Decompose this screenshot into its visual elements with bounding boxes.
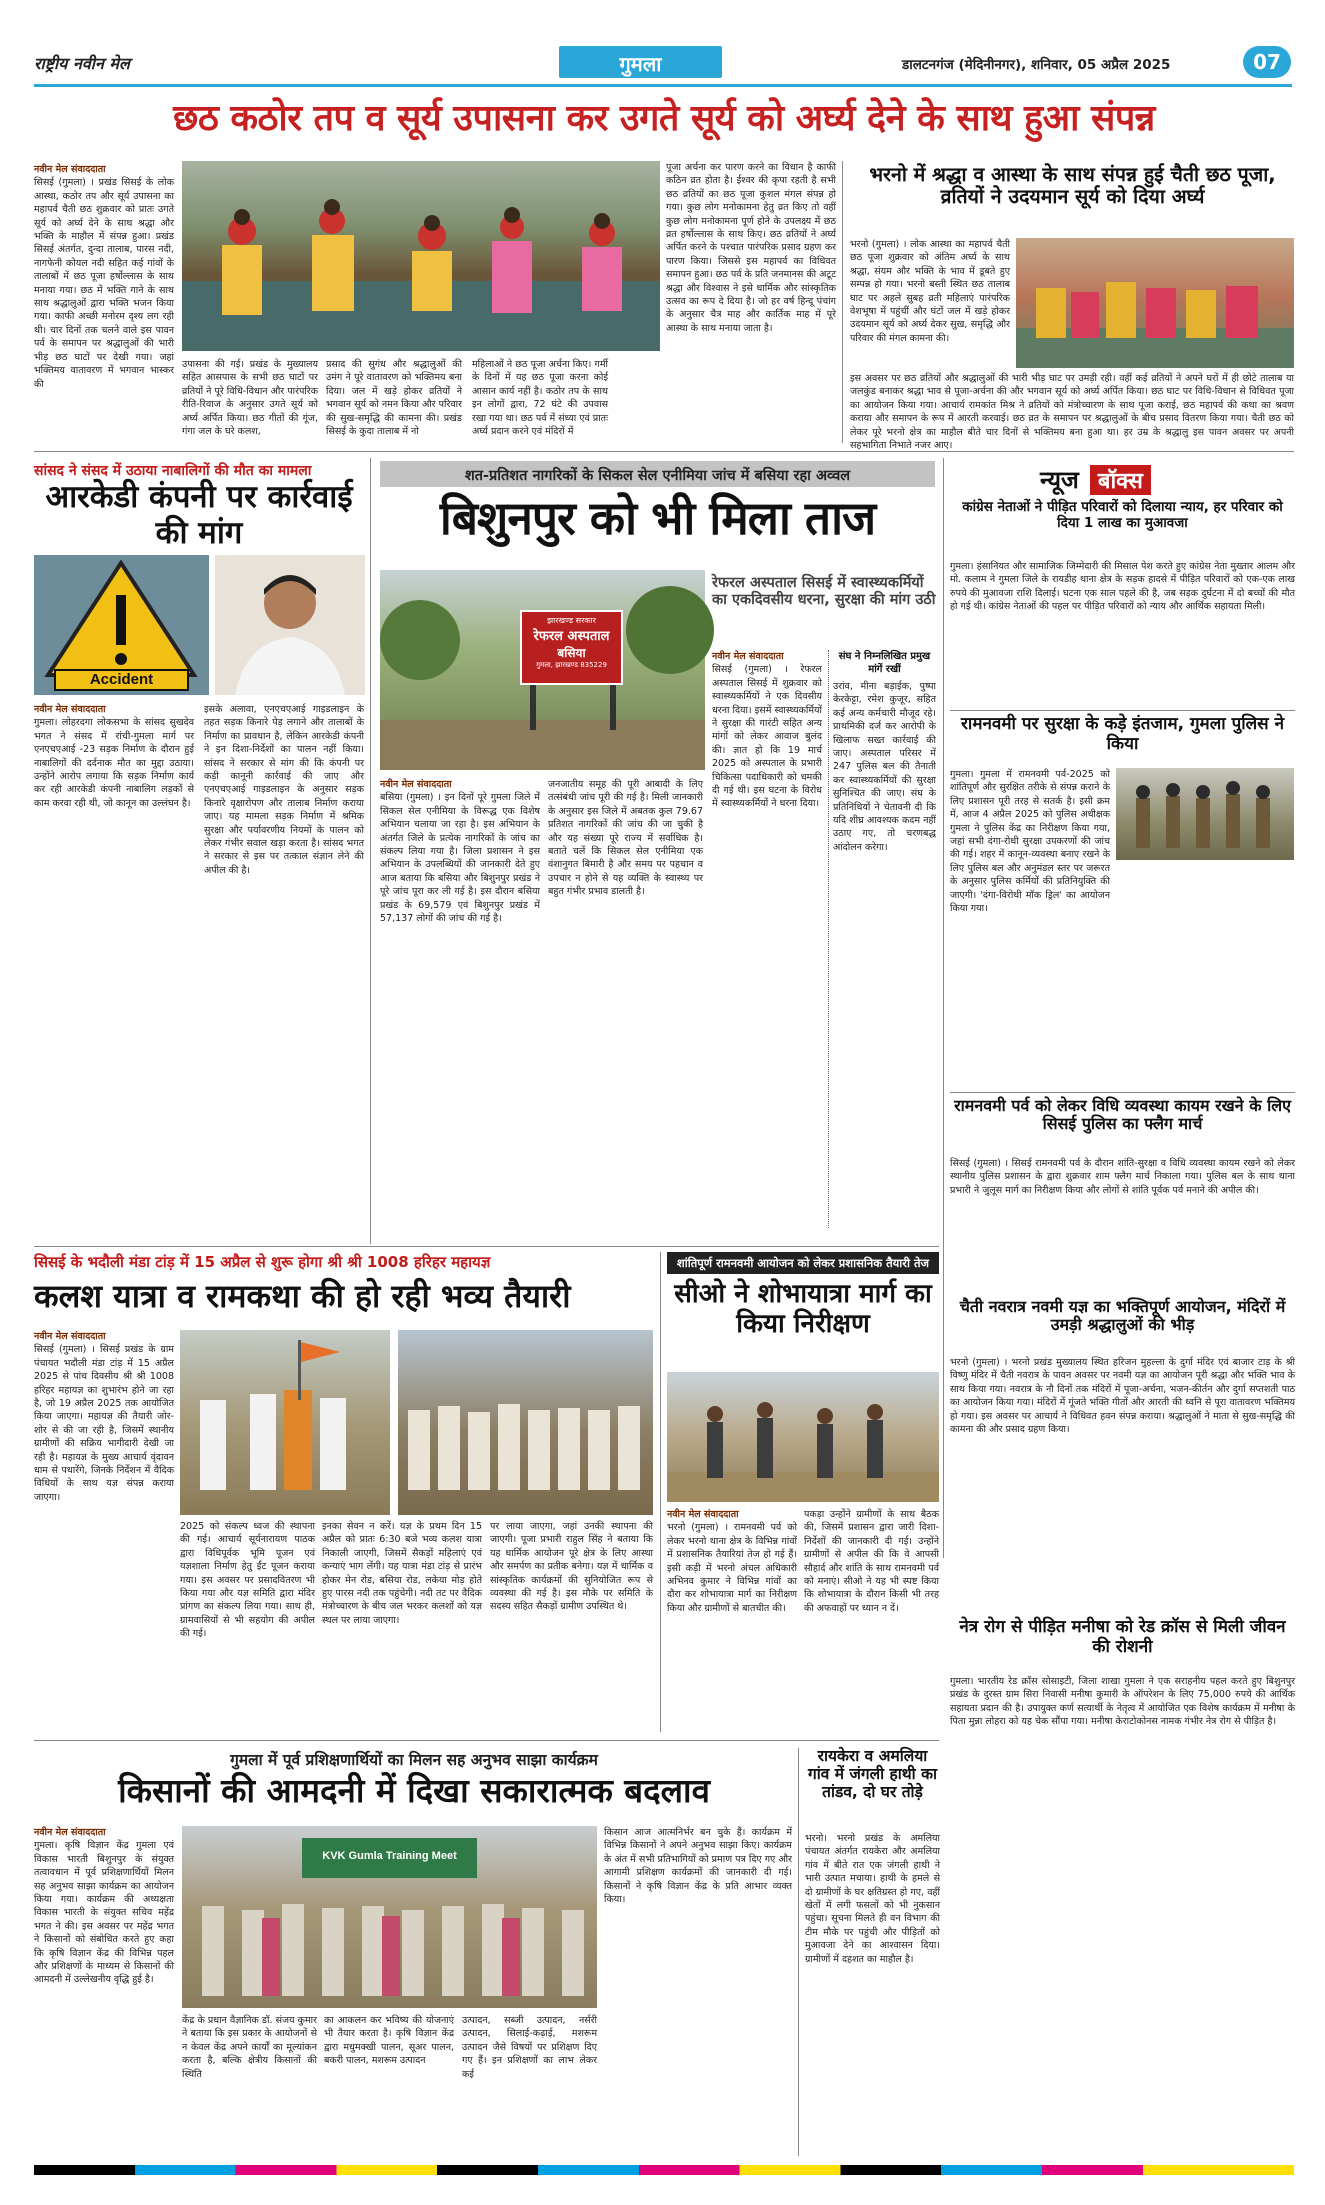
yagya-headline: कलश यात्रा व रामकथा की हो रही भव्य तैयारी bbox=[34, 1277, 571, 1315]
police-photo bbox=[1116, 768, 1294, 860]
elephant-headline: रायकेरा व अमलिया गांव में जंगली हाथी का तांडव, दो घर तोड़े bbox=[807, 1747, 938, 1801]
co-col1 bbox=[667, 1508, 797, 1732]
sisai-ram-headline: रामनवमी पर्व को लेकर विधि व्यवस्था कायम रखने के लिए सिसई पुलिस का फ्लैग मार्च bbox=[954, 1096, 1291, 1134]
arkedi-col2 bbox=[204, 703, 364, 1228]
divider-sisai-ram bbox=[950, 1092, 1295, 1093]
divider-newsbox bbox=[943, 458, 944, 1558]
arkedi-byline: नवीन मेल संवाददाता bbox=[34, 704, 106, 715]
yagya-group-illustration bbox=[180, 1330, 390, 1515]
eye-body: गुमला। भारतीय रेड क्रॉस सोसाइटी, जिला शाखा गुमला ने एक सराहनीय पहल करते हुए बिशुनपुर प्रखंड के दुरस्त ग्राम सिरा निवासी मनीषा कुमारी के ऑपरेशन के लिए 75,000 रुपये की आर्थिक सहायता प्रदान की है। उपायुक्त कर्ण सत्यार्थी के नेतृत्व में आयोजित एक विशेष कार्यक्रम में मनीषा के पिता मुन्ना लोहरा को यह चेक सौंपा गया। मनीषा केराटोकोनस नामक गंभीर नेत्र रोग से पीड़ित है। bbox=[950, 1676, 1295, 1728]
masthead bbox=[0, 0, 1325, 84]
crowd-illustration bbox=[182, 161, 660, 351]
bishunpur-body-1: बसिया (गुमला) । इन दिनों पूरे गुमला जिले में सिकल सेल एनीमिया के विरूद्ध एक विशेष अभियान चलाया जा रहा है। इस अभियान के अंतर्गत जिले के प्रत्येक नागरिकों के जांच का संकल्प लिया गया है। जिला प्रशासन ने इस अभियान के उपलब्धियों की जानकारी देते हुए आज बताया कि बसिया और बिशुनपुर प्रखंड ने पूरे जांच पूरा कर ली गई है। इस दौरान बसिया प्रखंड के 69,579 एवं बिशुनपुर प्रखंड में 57,137 लोगों की जांच की गई है। bbox=[380, 792, 540, 925]
yagya-body-4: पर लाया जाएगा, जहां उनकी स्थापना की जाएगी। पूजा प्रभारी राहुल सिंह ने बताया कि यह धार्मिक आयोजन पूरे क्षेत्र के लिए आस्था और समर्पण का प्रतीक बनेगा। यज्ञ में धार्मिक व सांस्कृतिक कार्यक्रमों की सुनियोजित रूप से व्यवस्था की गई है। इस मौके पर समिति के सदस्य सहित सैकड़ों ग्रामीण उपस्थित थे। bbox=[490, 1521, 653, 1613]
mp-portrait bbox=[215, 555, 365, 695]
divider-row1 bbox=[34, 451, 1294, 452]
arkedi-kicker: सांसद ने संसद में उठाया नाबालिगों की मौत का मामला bbox=[34, 463, 312, 479]
co-photo bbox=[667, 1372, 939, 1502]
bishunpur-col2 bbox=[548, 778, 703, 1228]
yagya-photo-crowd bbox=[398, 1330, 653, 1515]
section-label: गुमला bbox=[619, 52, 662, 76]
top-body-2: उपासना की गई। प्रखंड के मुख्यालय सहित आसपास के सभी छठ घाटों पर व्रतियों ने पूरे विधि-विधान और पारंपरिक रीति-रिवाज के अनुसार उगते सूर्य को अर्घ्य अर्पित किया। छठ गीतों की गूंज, गंगा जल के घरे कलश, bbox=[182, 359, 318, 438]
page-number: 07 bbox=[1253, 50, 1281, 74]
yagya-col3 bbox=[322, 1520, 482, 1732]
hospital-photo bbox=[380, 570, 705, 770]
yagya-col4 bbox=[490, 1520, 653, 1732]
accident-label: Accident bbox=[54, 669, 189, 691]
divider-ramnavami bbox=[950, 710, 1295, 711]
kisan-photo bbox=[182, 1826, 597, 2008]
ramnavami-headline: रामनवमी पर सुरक्षा के कड़े इंतजाम, गुमला पुलिस ने किया bbox=[960, 714, 1285, 754]
divider-bharno bbox=[842, 161, 843, 443]
hospital-sign bbox=[520, 610, 623, 685]
bishunpur-kicker: शत-प्रतिशत नागरिकों के सिकल सेल एनीमिया जांच में बसिया रहा अव्वल bbox=[464, 468, 851, 484]
sign-line-4: गुमला, झारखण्ड 835229 bbox=[536, 661, 607, 669]
bishunpur-body-2: जनजातीय समूह की पूरी आबादी के लिए तत्संबंधी जांच पूरी की गई है। मिली जानकारी के अनुसार इस जिले में अबतक कुल 79.67 प्रतिशत नागरिकों की जांच की जा चुकी है और यह संख्या पूरे राज्य में सर्वाधिक है। बताते चलें कि सिकल सेल एनीमिया एक वंशानुगत बिमारी है और समय पर पहचान व उपचार न होने से यह व्यक्ति के स्वास्थ्य पर बहुत गंभीर प्रभाव डालती है। bbox=[548, 779, 703, 898]
kisan-col1 bbox=[34, 1826, 174, 2156]
co-body-1: भरनो (गुमला) । रामनवमी पर्व को लेकर भरनो थाना क्षेत्र के विभिन्न गांवों में प्रशासनिक तैयारियां तेज हो गई हैं। इसी कड़ी में भरनो अंचल अधिकारी अभिनव कुमार ने विभिन्न गांवों का दौरा कर शोभायात्रा मार्ग का निरीक्षण किया और ग्रामीणों से बातचीत की। bbox=[667, 1522, 797, 1614]
newsbox-label-2: बॉक्स bbox=[1090, 465, 1151, 495]
kisan-kicker: गुमला में पूर्व प्रशिक्षणार्थियों का मिलन सह अनुभव साझा कार्यक्रम bbox=[230, 1751, 598, 1769]
newsbox-header bbox=[1040, 463, 1260, 495]
divider-row3 bbox=[34, 1740, 939, 1741]
yagya-col1 bbox=[34, 1330, 174, 1730]
kisan-col2 bbox=[182, 2014, 317, 2156]
arkedi-body-1: गुमला। लोहरदगा लोकसभा के सांसद सुखदेव भगत ने संसद में रांची-गुमला मार्ग पर एनएचएआई -23 सड़क निर्माण के दौरान हुई नाबालिगों की दर्दनाक मौत का मुद्दा उठाया। उन्होंने आरोप लगाया कि सड़क निर्माण कार्य कर रही आरकेडी कंपनी नाबालिग लड़कों से काम करवा रही थी, जो कानून का उल्लंघन है। bbox=[34, 717, 194, 809]
kisan-body-4: उत्पादन, सब्जी उत्पादन, नर्सरी उत्पादन, सिलाई-कढ़ाई, मशरूम उत्पादन जैसे विषयों पर प्रशिक्षण दिए गए हैं। इन प्रशिक्षणों का लाभ लेकर कई bbox=[462, 2015, 597, 2080]
arkedi-headline: आरकेडी कंपनी पर कार्रवाई की मांग bbox=[45, 479, 353, 551]
co-kicker: शांतिपूर्ण रामनवमी आयोजन को लेकर प्रशासनिक तैयारी तेज bbox=[676, 1256, 930, 1270]
top-body-4: महिलाओं ने छठ पूजा अर्चना किए। गर्मी के दिनों में यह छठ पूजा करना कोई आसान कार्य नहीं है। कठोर तप के साथ इन लोगों द्वारा, 72 घंटे की उपवास रखा गया था। छठ पर्व में संध्या एवं प्रातः अर्घ्य प्रदान करने एवं मंदिरों में bbox=[472, 359, 608, 438]
yagya-col2 bbox=[180, 1520, 315, 1732]
dateline: डालटनगंज (मेदिनीनगर), शनिवार, 05 अप्रैल 2025 bbox=[902, 57, 1171, 73]
yagya-kicker: सिसई के भदौली मंडा टांड़ में 15 अप्रैल से शुरू होगा श्री श्री 1008 हरिहर महायज्ञ bbox=[34, 1253, 491, 1271]
newsbox-body: गुमला। हंसानियत और सामाजिक जिम्मेदारी की मिसाल पेश करते हुए कांग्रेस नेता मुख्तार आलम और मो. कलाम ने गुमला जिले के रायडीह थाना क्षेत्र के सड़क हादसे में पीड़ित परिवारों को एक-एक लाख रुपये की मुआवजा राशि दिलाई। घटना एक साल पहले की है, जब सड़क दुर्घटना में दो बच्चों की मौत हो गई थी। कांग्रेस नेताओं की पहल पर पीड़ित परिवारों को न्याय और आर्थिक सहायता मिली। bbox=[950, 561, 1295, 613]
co-inspection-illustration bbox=[667, 1372, 939, 1502]
top-byline: नवीन मेल संवाददाता bbox=[34, 164, 106, 175]
top-col1 bbox=[34, 163, 174, 440]
divider-row2 bbox=[34, 1246, 939, 1247]
bharno-body-2: इस अवसर पर छठ व्रतियों और श्रद्धालुओं की भारी भीड़ घाट पर उमड़ी रही। वहीं कई व्रतियों ने अपने घरों में ही छोटे तालाब या जलकुंड बनाकर श्रद्धा भाव से पूजा-अर्चना की और भगवान सूर्य को अर्घ्य अर्पित किया। छठ घाट पर विधि-विधान से विधिवत पूजा का आयोजन किया गया। आचार्य रामकांत मिश्र ने व्रतियों को मंत्रोच्चारण के साथ पूजा कराई, छठ महापर्व की कथा का श्रवण कराया और समापन के रूप में आरती करवाई। छठ व्रत के समापन पर श्रद्धालुओं के बीच प्रसाद वितरण किया गया। चैती छठ को लेकर पूरे भरनो क्षेत्र का माहौल बीते चार दिनों से भक्तिमय बना हुआ था। हर उम्र के श्रद्धालु इस पावन अवसर पर अपनी सहभागिता निभाते नजर आए। bbox=[850, 373, 1294, 452]
newsbox-headline: कांग्रेस नेताओं ने पीड़ित परिवारों को दिलाया न्याय, हर परिवार को दिया 1 लाख का मुआवजा bbox=[962, 499, 1283, 531]
top-col4 bbox=[472, 358, 608, 442]
top-col2 bbox=[182, 358, 318, 442]
divider-elephant bbox=[798, 1748, 799, 2156]
bishunpur-col1 bbox=[380, 778, 540, 1228]
navratri-body: भरनो (गुमला) । भरनो प्रखंड मुख्यालय स्थित हरिजन मुहल्ला के दुर्गा मंदिर एवं बाजार टाड़ के श्री विष्णु मंदिर में चैती नवरात्र के पावन अवसर पर नवमी यज्ञ का आयोजन पूरी श्रद्धा और भक्ति भाव के साथ किया गया। नवरात्र के नौ दिनों तक मंदिरों में पूजा-अर्चना, भजन-कीर्तन और दुर्गा सप्तशती पाठ का आयोजन किया गया। मंदिरों में गूंजते भक्ति गीतों और आरती की ध्वनि से पूरा वातावरण भक्तिमय हो गया। इस अवसर पर आचार्य ने विधिवत हवन संपन्न कराया। श्रद्धालुओं ने माता से सुख-समृद्धि की कामना की और प्रसाद ग्रहण किया। bbox=[950, 1357, 1295, 1436]
eye-col bbox=[950, 1675, 1295, 2150]
sign-line-1: झारखण्ड सरकार bbox=[547, 616, 596, 625]
arkedi-col1 bbox=[34, 703, 194, 1228]
co-col2 bbox=[804, 1508, 939, 1732]
top-col5 bbox=[666, 161, 836, 441]
referral-col1 bbox=[712, 650, 822, 1228]
kisan-body-2: केंद्र के प्रधान वैज्ञानिक डॉ. संजय कुमार ने बताया कि इस प्रकार के आयोजनों से न केवल केंद्र अपने कार्यों का मूल्यांकन करता है, बल्कि क्षेत्रीय किसानों की स्थिति bbox=[182, 2015, 317, 2080]
kisan-headline: किसानों की आमदनी में दिखा सकारात्मक बदलाव bbox=[118, 1771, 710, 1810]
yagya-byline: नवीन मेल संवाददाता bbox=[34, 1331, 106, 1342]
kisan-banner: KVK Gumla Training Meet bbox=[322, 1850, 457, 1862]
bharno-devotees-illustration bbox=[1016, 238, 1294, 368]
referral-box-title: संघ ने निम्नलिखित प्रमुख मांगें रखीं bbox=[838, 651, 931, 675]
footer-color-strip bbox=[34, 2165, 1294, 2175]
arkedi-body-2: इसके अलावा, एनएचएआई गाइडलाइन के तहत सड़क किनारे पेड़ लगाने और तालाबों के निर्माण का प्रावधान है, लेकिन आरकेडी कंपनी ने इन दिशा-निर्देशों का पालन नहीं किया। सांसद ने सरकार से मांग की कि कंपनी पर कड़ी कानूनी कार्रवाई की जाए और एनएचएआई गाइडलाइन के अनुसार सड़क किनारे वृक्षारोपण और तालाब निर्माण कराया जाए। यह मामला सड़क निर्माण में श्रमिक सुरक्षा और पर्यावरणीय नियमों के पालन को लेकर गंभीर सवाल खड़ा करता है। सांसद भगत ने सरकार से इस पर तत्काल संज्ञान लेने की अपील की है। bbox=[204, 704, 364, 876]
masthead-rule bbox=[34, 84, 1292, 87]
paper-name: राष्ट्रीय नवीन मेल bbox=[34, 54, 130, 73]
bishunpur-headline: बिशुनपुर को भी मिला ताज bbox=[439, 491, 876, 545]
referral-kicker: रेफरल अस्पताल सिसई में स्वास्थ्यकर्मियों का एकदिवसीय धरना, सुरक्षा की मांग उठी bbox=[712, 575, 936, 608]
newsbox-body-col bbox=[950, 560, 1295, 706]
mp-portrait-illustration bbox=[215, 555, 365, 695]
yagya-crowd-illustration bbox=[398, 1330, 653, 1515]
yagya-body-1: सिसई (गुमला) । सिसई प्रखंड के ग्राम पंचायत भदौली मंडा टांड़ में 15 अप्रैल 2025 से पांच दिवसीय श्री श्री 1008 हरिहर महायज्ञ का शुभारंभ होने जा रहा है, जो 19 अप्रैल 2025 तक आयोजित किया जाएगा। महायज्ञ की तैयारी जोर-शोर से की जा रही है, जिसमें स्थानीय ग्रामीणों की सक्रिय भागीदारी देखी जा रही है। महायज्ञ के मुख्य आचार्य वृंदावन धाम से पधारेंगे, जिनके निर्देशन में वैदिक विधियों के साथ यज्ञ संपन्न कराया जाएगा। bbox=[34, 1344, 174, 1503]
referral-body-1: सिसई (गुमला) । रेफरल अस्पताल सिसई में शुक्रवार को स्वास्थ्यकर्मियों ने एक दिवसीय धरना दिया। इसमें स्वास्थ्यकर्मियों ने सुरक्षा की गारंटी सहित अन्य मांगों को लेकर आवाज बुलंद की। ज्ञात हो कि 19 मार्च 2025 को अस्पताल के प्रभारी चिकित्सा पदाधिकारी को धमकी दी गई थी। इस घटना के विरोध में स्वास्थ्यकर्मियों ने धरना दिया। bbox=[712, 664, 822, 810]
kisan-col4 bbox=[462, 2014, 597, 2156]
top-col3 bbox=[326, 358, 462, 442]
bharno-body-1: भरनो (गुमला) । लोक आस्था का महापर्व चैती छठ पूजा शुक्रवार को अंतिम अर्घ्य के साथ श्रद्धा, संयम और भक्ति के भाव में डूबते हुए सम्पन्न हो गया। भरनो बस्ती स्थित छठ तालाब घाट पर अहले सुबह व्रती महिलाएं पारंपरिक वेशभूषा में पहुंचीं और घंटों जल में खड़े होकर उदयमान सूर्य को अर्घ्य देकर सुख, समृद्धि और परिवार की मंगल कामना की। bbox=[850, 239, 1010, 344]
newsbox-label-1: न्यूज bbox=[1040, 466, 1079, 494]
bharno-col2 bbox=[850, 372, 1294, 452]
divider-co bbox=[660, 1252, 661, 1732]
ramnavami-col1 bbox=[950, 768, 1110, 915]
sign-line-3: बसिया bbox=[557, 646, 586, 660]
sign-line-2: रेफरल अस्पताल bbox=[533, 629, 610, 644]
police-drill-illustration bbox=[1116, 768, 1294, 860]
top-body-1: सिसई (गुमला) । प्रखंड सिसई के लोक आस्था, कठोर तप और सूर्य उपासना का महापर्व चैती छठ शुक्रवार को प्रातः उगते सूर्य को अर्घ्य देने के साथ श्रद्धा और भक्ति के माहौल में संपन्न हुआ। प्रखंड सिसई अंतर्गत, दुन्दा तालाब, पारस नदी, नागफेनी कोयल नदी सहित कई गांवों के तालाबों में छठ पूजा हर्षोल्लास के साथ मनाया गया। छठ में भक्ति गाने के साथ साथ श्रद्धालुओं द्वारा भक्ति भजन किया गया। काफी अच्छी मनोरम दृश्य लग रही थी। चार दिनों तक चलने वाले इस पावन पर्व के समापन पर श्रद्धालुओं की भारी भीड़ छठ घाटों पर देखी गया। जहां भक्तिमय वातावरण में भगवान भास्कर की bbox=[34, 177, 174, 390]
co-body-2: पकड़ा उन्होंने ग्रामीणों के साथ बैठक की, जिसमें प्रशासन द्वारा जारी दिशा-निर्देशों की जानकारी दी गई। उन्होंने ग्रामीणों से अपील की कि वे आपसी सौहार्द और शांति के साथ रामनवमी पर्व को मनाएं। सीओ ने यह भी स्पष्ट किया कि शोभायात्रा के दौरान किसी भी तरह की अफवाहों पर ध्यान न दें। bbox=[804, 1509, 939, 1614]
bishunpur-byline: नवीन मेल संवाददाता bbox=[380, 779, 452, 790]
co-headline: सीओ ने शोभायात्रा मार्ग का किया निरीक्षण bbox=[674, 1279, 932, 1339]
top-body-3: प्रसाद की सुगंध और श्रद्धालुओं की उमंग ने पूरे वातावरण को भक्तिमय बना दिया। जल में खड़े होकर व्रतियों ने भगवान सूर्य को नमन किया और परिवार की सुख-समृद्धि की कामना की। प्रखंड सिसई के कुदा तालाब में नो bbox=[326, 359, 462, 438]
referral-byline: नवीन मेल संवाददाता bbox=[712, 651, 784, 662]
top-body-5: पूजा अर्चना कर पारण करने का विधान है काफी कठिन व्रत होता है। ईश्वर की कृपा रहती है सभी छठ व्रतियों का छठ पूजा कुशल मंगल संपन्न हो गया। कुछ लोग मनोकामना हेतु व्रत किए तो वहीं कुछ लोग मनोकामना पूर्ण होने के उपलक्ष्य में छठ व्रत हर्षोल्लास के साथ किए। छठ व्रतियों ने अर्घ्य अर्पित करने के पश्चात पारंपरिक प्रसाद ग्रहण कर पारण किया। जिससे इस महापर्व का विधिवत समापन हुआ। छठ पर्व के प्रति जनमानस की अटूट श्रद्धा और विश्वास ने इसे धार्मिक और सांस्कृतिक उत्सव का रूप दे दिया है। जो हर वर्ष हिन्दू पंचांग के अनुसार चैत्र माह और कार्तिक माह में पूरे आस्था के साथ मनाया जाता है। bbox=[666, 162, 836, 334]
sisai-ram-body: सिसई (गुमला) । सिसई रामनवमी पर्व के दौरान शांति-सुरक्षा व विधि व्यवस्था कायम रखने को लेकर स्थानीय पुलिस प्रशासन के द्वारा शुक्रवार शाम फ्लैग मार्च निकाला गया। पुलिस बल के साथ थाना प्रभारी ने जुलूस मार्ग का निरीक्षण किया और लोगों से शांति पूर्वक पर्व मनाने की अपील की। bbox=[950, 1158, 1295, 1196]
elephant-body: भरनो। भरनो प्रखंड के अमलिया पंचायत अंतर्गत रायकेरा और अमलिया गांव में बीते रात एक जंगली हाथी ने भारी उत्पात मचाया। हाथी के हमले से दो ग्रामीणों के घर क्षतिग्रस्त हो गए, वहीं खेतों में लगी फसलों को भी नुकसान पहुंचा। सूचना मिलते ही वन विभाग की टीम मौके पर पहुंची और पीड़ितों को मुआवजा देने का आश्वासन दिया। ग्रामीणों में दहशत का माहौल है। bbox=[805, 1833, 940, 1965]
bharno-headline: भरनो में श्रद्धा व आस्था के साथ संपन्न हुई चैती छठ पूजा, व्रतियों ने उदयमान सूर्य को दिया अर्घ्य bbox=[869, 163, 1276, 209]
divider-arkedi bbox=[370, 458, 371, 1244]
sisai-ram-col bbox=[950, 1157, 1295, 1293]
referral-box bbox=[828, 650, 936, 1228]
navratri-headline: चैती नवरात्र नवमी यज्ञ का भक्तिपूर्ण आयोजन, मंदिरों में उमड़ी श्रद्धालुओं की भीड़ bbox=[959, 1297, 1286, 1335]
kisan-body-3: का आकलन कर भविष्य की योजनाएं भी तैयार करता है। कृषि विज्ञान केंद्र द्वारा मधुमक्खी पालन, सूअर पालन, बकरी पालन, मशरूम उत्पादन bbox=[324, 2015, 454, 2067]
top-photo-chhath-ghat bbox=[182, 161, 660, 351]
top-headline: छठ कठोर तप व सूर्य उपासना कर उगते सूर्य को अर्घ्य देने के साथ हुआ संपन्न bbox=[173, 98, 1155, 139]
kisan-byline: नवीन मेल संवाददाता bbox=[34, 1827, 106, 1838]
bharno-photo bbox=[1016, 238, 1294, 368]
ramnavami-body: गुमला। गुमला में रामनवमी पर्व-2025 को शांतिपूर्ण और सुरक्षित तरीके से संपन्न कराने के लिए प्रशासन पूरी तरह से सतर्क है। इसी क्रम में, आज 4 अप्रैल 2025 को पुलिस अधीक्षक गुमला ने पुलिस केंद्र का निरीक्षण किया गया, जहां सभी दंगा-रोधी सुरक्षा उपकरणों की जांच की गई। शहर में कानून-व्यवस्था बनाए रखने के लिए पुलिस बल और अनुमंडल स्तर पर जरूरत के अनुसार पुलिस कर्मियों की प्रतिनियुक्ति की जाएगी। 'दंगा-विरोधी मॉक ड्रिल' का आयोजन किया गया। bbox=[950, 769, 1110, 915]
eye-headline: नेत्र रोग से पीड़ित मनीषा को रेड क्रॉस से मिली जीवन की रोशनी bbox=[959, 1617, 1286, 1657]
navratri-col bbox=[950, 1356, 1295, 1612]
kisan-col3 bbox=[324, 2014, 454, 2156]
kisan-body-5: किसान आज आत्मनिर्भर बन चुके हैं। कार्यक्रम में विभिन्न किसानों ने अपने अनुभव साझा किए। कार्यक्रम के अंत में सभी प्रतिभागियों को प्रमाण पत्र दिए गए और आगामी प्रशिक्षण कार्यक्रमों की जानकारी दी गई। किसानों ने कृषि विज्ञान केंद्र के प्रति आभार व्यक्त किया। bbox=[604, 1827, 792, 1906]
accident-graphic bbox=[34, 555, 209, 695]
yagya-body-2: 2025 को संकल्प ध्वज की स्थापना की गई। आचार्य सूर्यनारायण पाठक द्वारा विधिपूर्वक भूमि पूजन एवं यज्ञशाला निर्माण हेतु ईंट पूजन कराया गया। इस अवसर पर प्रसादवितरण भी किया गया और यज्ञ समिति द्वारा मंदिर प्रांगण का संकल्प लिया गया। साथ ही, ग्रामवासियों से भी सहयोग की अपील की गई। bbox=[180, 1521, 315, 1640]
yagya-body-3: इनका सेवन न करें। यज्ञ के प्रथम दिन 15 अप्रैल को प्रातः 6:30 बजे भव्य कलश यात्रा निकाली जाएगी, जिसमें सैकड़ों महिलाएं एवं कन्याएं भाग लेंगी। यह यात्रा मंडा टांड़ से प्रारंभ होकर मेन रोड, बसिया रोड, लकेया मोड़ होते हुए पारस नदी तक पहुंचेगी। नदी तट पर वैदिक मंत्रोच्चारण के बीच जल भरकर कलशों को यज्ञ स्थल पर लाया जाएगा। bbox=[322, 1521, 482, 1626]
kisan-col5 bbox=[604, 1826, 792, 2156]
referral-body-2: उरांव, मीना बड़ाईक, पुष्पा केरकेट्टा, रमेश कुजूर, सहित कई अन्य कर्मचारी मौजूद रहे। प्राथमिकी दर्ज कर आरोपी के खिलाफ सख्त कार्रवाई की जाए। अस्पताल परिसर में 247 पुलिस बल की तैनाती कर स्वास्थ्यकर्मियों की सुरक्षा सुनिश्चित की जाए। संघ के प्रतिनिधियों ने चेतावनी दी कि यदि शीघ्र आवश्यक कदम नहीं उठाए गए, तो चरणबद्ध आंदोलन करेगा। bbox=[833, 681, 936, 853]
kisan-body-1: गुमला। कृषि विज्ञान केंद्र गुमला एवं विकास भारती बिशुनपुर के संयुक्त तत्वावधान में पूर्व प्रशिक्षणार्थियों मिलन सह अनुभव साझा कार्यक्रम का आयोजन किया गया। कार्यक्रम की अध्यक्षता विकास भारती के संयुक्त सचिव महेंद्र भगत ने की। इस अवसर पर महेंद्र भगत ने किसानों को संबोधित करते हुए कहा कि कृषि विज्ञान केंद्र की विभिन्न पहल और प्रशिक्षणों के माध्यम से किसानों की आमदनी में उल्लेखनीय वृद्धि हुई है। bbox=[34, 1840, 174, 1986]
yagya-photo-group bbox=[180, 1330, 390, 1515]
elephant-col bbox=[805, 1832, 940, 2156]
co-byline: नवीन मेल संवाददाता bbox=[667, 1509, 739, 1520]
